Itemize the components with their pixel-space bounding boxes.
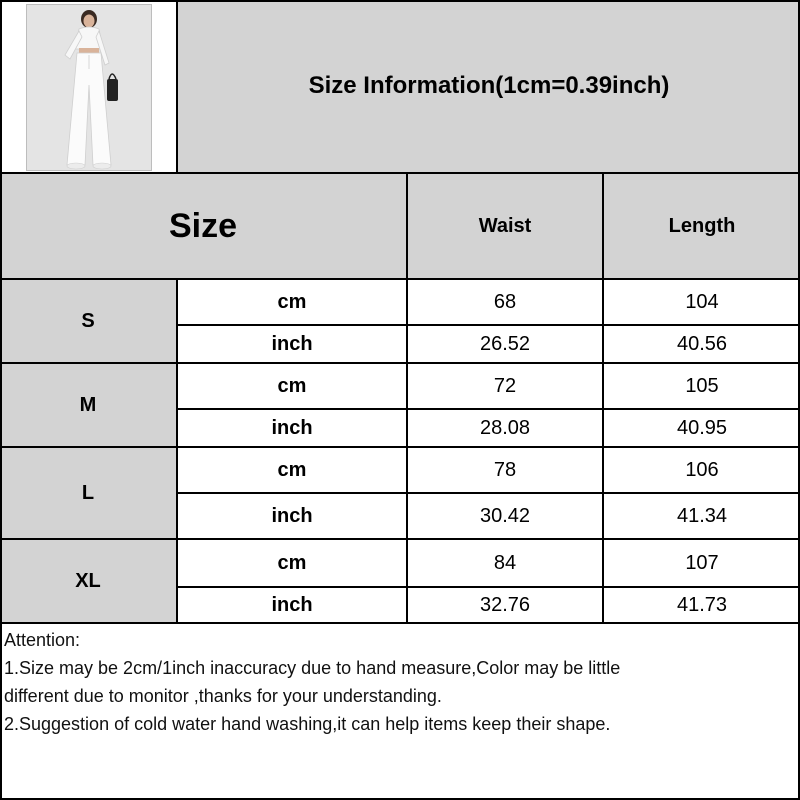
length-inch-m: 40.95 — [676, 416, 728, 439]
border-line — [0, 622, 800, 624]
border-line — [0, 172, 800, 174]
waist-cm-l: 78 — [493, 458, 517, 481]
border-line — [178, 586, 800, 588]
border-line — [176, 278, 178, 622]
waist-cm-m: 72 — [493, 374, 517, 397]
model-illustration — [27, 5, 151, 170]
unit-inch: inch — [271, 593, 313, 616]
border-line — [178, 324, 800, 326]
unit-inch: inch — [271, 416, 313, 439]
length-cm-s: 104 — [685, 290, 719, 313]
waist-cm-s: 68 — [493, 290, 517, 313]
length-inch-s: 40.56 — [676, 332, 728, 355]
product-photo-cell — [0, 0, 176, 172]
size-header: Size — [0, 174, 406, 278]
attention-line-2: different due to monitor ,thanks for your understanding. — [4, 686, 442, 706]
attention-heading: Attention: — [4, 630, 81, 650]
border-line — [0, 446, 800, 448]
unit-inch: inch — [271, 504, 313, 527]
border-line — [0, 362, 800, 364]
border-line — [406, 172, 408, 622]
attention-notes — [4, 626, 796, 738]
border-line — [0, 0, 2, 800]
unit-cm: cm — [277, 290, 307, 313]
length-cm-l: 106 — [685, 458, 719, 481]
size-label-s: S — [0, 280, 176, 362]
length-inch-xl: 41.73 — [676, 593, 728, 616]
size-label-xl: XL — [0, 540, 176, 622]
unit-inch: inch — [271, 332, 313, 355]
waist-inch-m: 28.08 — [479, 416, 531, 439]
waist-inch-l: 30.42 — [479, 504, 531, 527]
length-header: Length — [604, 174, 800, 278]
waist-cm-xl: 84 — [493, 551, 517, 574]
waist-inch-s: 26.52 — [479, 332, 531, 355]
attention-line-3: 2.Suggestion of cold water hand washing,it can help items keep their shape. — [4, 714, 611, 734]
border-line — [602, 172, 604, 622]
page-title: Size Information(1cm=0.39inch) — [178, 0, 800, 172]
length-cm-m: 105 — [685, 374, 719, 397]
length-cm-xl: 107 — [685, 551, 719, 574]
product-photo — [26, 4, 152, 171]
unit-cm: cm — [277, 374, 307, 397]
border-line — [178, 492, 800, 494]
attention-line-1: 1.Size may be 2cm/1inch inaccuracy due to hand measure,Color may be little — [4, 658, 621, 678]
border-line — [0, 0, 800, 2]
size-label-l: L — [0, 448, 176, 538]
waist-inch-xl: 32.76 — [479, 593, 531, 616]
border-line — [0, 278, 800, 280]
unit-cm: cm — [277, 551, 307, 574]
size-label-m: M — [0, 364, 176, 446]
border-line — [0, 538, 800, 540]
border-line — [176, 0, 178, 172]
waist-header: Waist — [408, 174, 602, 278]
unit-cm: cm — [277, 458, 307, 481]
border-line — [178, 408, 800, 410]
length-inch-l: 41.34 — [676, 504, 728, 527]
